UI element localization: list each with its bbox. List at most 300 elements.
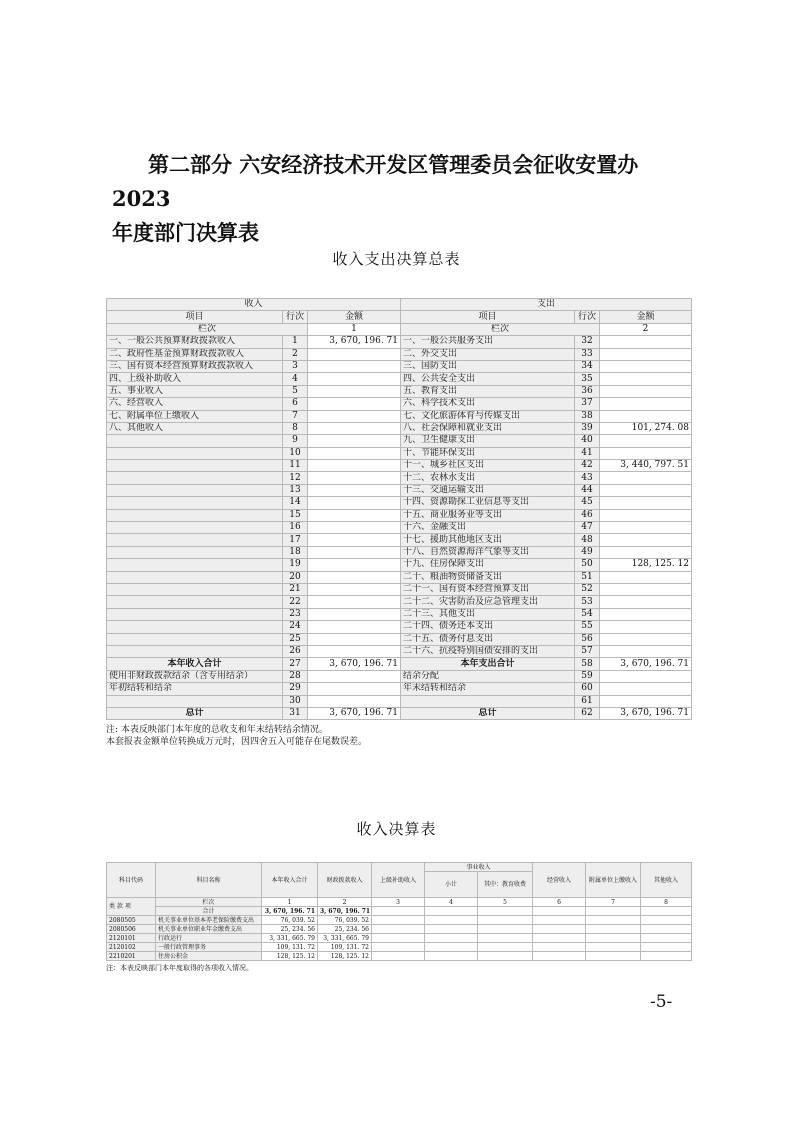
income-amount (308, 447, 401, 459)
business-edu-header: 其中：教育收费 (478, 872, 533, 898)
upper-header: 上级补助收入 (372, 863, 425, 898)
income-amount (308, 484, 401, 496)
summary-row (107, 497, 692, 509)
summary-extra-row (107, 670, 692, 682)
income-item-label: 五、事业收入 (107, 385, 283, 397)
expense-amount (600, 596, 692, 608)
expense-amount (600, 472, 692, 484)
summary-row (107, 484, 692, 496)
summary-column-row (107, 311, 692, 323)
income-row-header: 行次 (283, 311, 308, 323)
income-item-label: 三、国有资本经营预算财政拨款收入 (107, 360, 283, 372)
col-no-3: 3 (372, 898, 425, 907)
income-row-no: 29 (283, 683, 308, 695)
income-amount (308, 683, 401, 695)
empty-cell (586, 934, 641, 943)
income-row-no: 16 (283, 522, 308, 534)
income-row-no: 13 (283, 484, 308, 496)
income-row-no: 26 (283, 645, 308, 657)
row-fiscal: 76, 039. 52 (318, 916, 372, 925)
total-expense-label: 本年支出合计 (401, 658, 575, 670)
summary-extra-row (107, 695, 692, 707)
income-item-label (107, 435, 283, 447)
row-total: 25, 234. 56 (262, 925, 318, 934)
empty-cell (641, 925, 692, 934)
grand-income-amount: 3, 670, 196. 71 (308, 707, 401, 719)
empty-cell (586, 952, 641, 961)
empty-cell (425, 916, 478, 925)
summary-table (106, 298, 692, 720)
income-index-no: 1 (308, 323, 401, 335)
col-no-7: 7 (586, 898, 641, 907)
income-amount (308, 546, 401, 558)
income-item-label (107, 484, 283, 496)
row-total: 109, 131. 72 (262, 943, 318, 952)
empty-cell (533, 934, 586, 943)
subject-code: 2080506 (107, 925, 156, 934)
expense-row-no: 59 (575, 670, 600, 682)
income-row-no: 22 (283, 596, 308, 608)
income-amount (308, 621, 401, 633)
income-note: 注：本表反映部门本年度取得的各项收入情况。 (106, 964, 253, 972)
total-income-amount: 3, 670, 196. 71 (308, 658, 401, 670)
expense-row-no: 33 (575, 348, 600, 360)
income-row-no: 20 (283, 571, 308, 583)
income-row-no: 12 (283, 472, 308, 484)
expense-amount (600, 348, 692, 360)
summary-note-2: 本套报表金额单位转换成万元时，因四舍五入可能存在尾数误差。 (106, 737, 368, 747)
grand-income-label: 总计 (107, 707, 283, 719)
income-amount (308, 670, 401, 682)
income-amount (308, 559, 401, 571)
expense-item-label: 九、卫生健康支出 (401, 435, 575, 447)
income-amount (308, 497, 401, 509)
expense-amount (600, 621, 692, 633)
income-item-label (107, 608, 283, 620)
income-row-no: 10 (283, 447, 308, 459)
income-item-label (107, 559, 283, 571)
expense-row-header: 行次 (575, 311, 600, 323)
row-fiscal: 25, 234. 56 (318, 925, 372, 934)
expense-row-no: 36 (575, 385, 600, 397)
empty-cell (478, 925, 533, 934)
income-amount (308, 534, 401, 546)
subject-code: 2120102 (107, 943, 156, 952)
summary-row (107, 435, 692, 447)
empty-cell (425, 952, 478, 961)
summary-row (107, 546, 692, 558)
empty-cell (372, 934, 425, 943)
income-item-label (107, 645, 283, 657)
summary-grand-total-row (107, 707, 692, 719)
income-header-row-1 (107, 863, 692, 872)
summary-row (107, 534, 692, 546)
expense-item-label: 十六、金融支出 (401, 522, 575, 534)
income-detail-row (107, 934, 692, 943)
summary-row (107, 645, 692, 657)
income-amount (308, 348, 401, 360)
empty-cell (586, 907, 641, 916)
income-item-label: 二、政府性基金预算财政拨款收入 (107, 348, 283, 360)
income-index-label: 栏次 (156, 898, 262, 907)
income-amount (308, 596, 401, 608)
income-amount (308, 472, 401, 484)
expense-amount (600, 608, 692, 620)
summary-row (107, 583, 692, 595)
income-amount (308, 695, 401, 707)
name-header: 科目名称 (156, 863, 262, 898)
row-fiscal: 3, 331, 665. 79 (318, 934, 372, 943)
empty-cell (533, 925, 586, 934)
expense-index-label: 栏次 (401, 323, 600, 335)
income-table (106, 862, 692, 961)
income-total-value: 3, 670, 196. 71 (262, 907, 318, 916)
income-row-no: 25 (283, 633, 308, 645)
income-amount (308, 360, 401, 372)
income-item-label (107, 509, 283, 521)
expense-item-label: 四、公共安全支出 (401, 373, 575, 385)
expense-amount (600, 571, 692, 583)
col-no-1: 1 (262, 898, 318, 907)
expense-item-label: 十五、商业服务业等支出 (401, 509, 575, 521)
income-row-no: 11 (283, 460, 308, 472)
expense-item-label: 十七、援助其他地区支出 (401, 534, 575, 546)
empty-cell (372, 952, 425, 961)
income-item-label (107, 621, 283, 633)
row-total: 76, 039. 52 (262, 916, 318, 925)
income-row-no: 15 (283, 509, 308, 521)
income-amount (308, 398, 401, 410)
summary-total-row (107, 658, 692, 670)
income-item-label (107, 472, 283, 484)
summary-row (107, 360, 692, 372)
expense-amount (600, 435, 692, 447)
income-item-label (107, 447, 283, 459)
expense-row-no: 39 (575, 422, 600, 434)
expense-amount (600, 583, 692, 595)
income-row-no: 19 (283, 559, 308, 571)
expense-item-label: 六、科学技术支出 (401, 398, 575, 410)
row-total: 3, 331, 665. 79 (262, 934, 318, 943)
expense-amount-header: 金额 (600, 311, 692, 323)
summary-index-row (107, 323, 692, 335)
other-header: 其他收入 (641, 863, 692, 898)
income-row-no: 5 (283, 385, 308, 397)
expense-item-label: 十八、自然资源海洋气象等支出 (401, 546, 575, 558)
total-income-row: 27 (283, 658, 308, 670)
empty-cell (641, 916, 692, 925)
expense-amount (600, 398, 692, 410)
income-item-label: 八、其他收入 (107, 422, 283, 434)
expense-row-no: 53 (575, 596, 600, 608)
subject-code: 2080505 (107, 916, 156, 925)
income-amount (308, 583, 401, 595)
income-amount (308, 460, 401, 472)
income-row-no: 4 (283, 373, 308, 385)
expense-amount (600, 645, 692, 657)
income-amount (308, 645, 401, 657)
expense-amount (600, 670, 692, 682)
summary-row (107, 596, 692, 608)
expense-row-no: 32 (575, 336, 600, 348)
expense-row-no: 44 (575, 484, 600, 496)
summary-row (107, 373, 692, 385)
row-fiscal: 128, 125. 12 (318, 952, 372, 961)
income-item-label: 使用非财政拨款结余（含专用结余） (107, 670, 283, 682)
empty-cell (533, 916, 586, 925)
income-header: 收入 (107, 299, 401, 311)
income-amount (308, 522, 401, 534)
expense-item-label: 二十、粮油物资储备支出 (401, 571, 575, 583)
income-detail-row (107, 952, 692, 961)
empty-cell (478, 943, 533, 952)
income-item-label (107, 695, 283, 707)
summary-row (107, 509, 692, 521)
income-amount (308, 373, 401, 385)
income-amount (308, 422, 401, 434)
summary-row (107, 385, 692, 397)
expense-row-no: 49 (575, 546, 600, 558)
subject-name: 机关事业单位职业年金缴费支出 (156, 925, 262, 934)
expense-item-label: 五、教育支出 (401, 385, 575, 397)
income-item-label (107, 522, 283, 534)
summary-row (107, 559, 692, 571)
expense-item-label: 二十五、债务付息支出 (401, 633, 575, 645)
expense-amount (600, 447, 692, 459)
empty-cell (641, 952, 692, 961)
income-amount: 3, 670, 196. 71 (308, 336, 401, 348)
summary-row (107, 336, 692, 348)
empty-cell (586, 925, 641, 934)
summary-row (107, 522, 692, 534)
heading-line-2: 年度部门决算表 (112, 220, 259, 245)
expense-amount (600, 385, 692, 397)
summary-notes (106, 724, 367, 748)
expense-item-label: 二、外交支出 (401, 348, 575, 360)
expense-row-no: 52 (575, 583, 600, 595)
expense-row-no: 45 (575, 497, 600, 509)
expense-amount (600, 633, 692, 645)
empty-cell (372, 907, 425, 916)
expense-item-label: 年末结转和结余 (401, 683, 575, 695)
income-row-no: 2 (283, 348, 308, 360)
empty-cell (478, 952, 533, 961)
empty-cell (641, 943, 692, 952)
income-row-no: 3 (283, 360, 308, 372)
expense-amount (600, 497, 692, 509)
expense-amount: 3, 440, 797. 51 (600, 460, 692, 472)
expense-item-label: 十二、农林水支出 (401, 472, 575, 484)
total-income-label: 本年收入合计 (107, 658, 283, 670)
grand-expense-label: 总计 (401, 707, 575, 719)
expense-amount: 101, 274. 08 (600, 422, 692, 434)
empty-cell (586, 943, 641, 952)
income-item-label: 四、上级补助收入 (107, 373, 283, 385)
income-row-no: 7 (283, 410, 308, 422)
expense-item-label: 十一、城乡社区支出 (401, 460, 575, 472)
income-row-no: 28 (283, 670, 308, 682)
summary-row (107, 608, 692, 620)
expense-row-no: 56 (575, 633, 600, 645)
income-item-header: 项目 (107, 311, 283, 323)
expense-row-no: 50 (575, 559, 600, 571)
col-no-8: 8 (641, 898, 692, 907)
total-expense-amount: 3, 670, 196. 71 (600, 658, 692, 670)
income-total-label: 合计 (156, 907, 262, 916)
summary-row (107, 410, 692, 422)
income-item-label (107, 596, 283, 608)
income-amount (308, 571, 401, 583)
expense-row-no: 48 (575, 534, 600, 546)
code-parts-label: 类 款 项 (107, 898, 156, 916)
expense-amount (600, 546, 692, 558)
expense-item-label: 二十四、债务还本支出 (401, 621, 575, 633)
empty-cell (533, 952, 586, 961)
expense-amount (600, 695, 692, 707)
summary-row (107, 633, 692, 645)
business-header: 事业收入 (425, 863, 533, 872)
col-no-5: 5 (478, 898, 533, 907)
summary-row (107, 398, 692, 410)
expense-item-label: 二十一、国有资本经营预算支出 (401, 583, 575, 595)
empty-cell (372, 916, 425, 925)
summary-row (107, 348, 692, 360)
summary-row (107, 460, 692, 472)
fiscal-header: 财政拨款收入 (318, 863, 372, 898)
income-row-no: 30 (283, 695, 308, 707)
expense-amount (600, 373, 692, 385)
income-item-label (107, 534, 283, 546)
section-heading (112, 148, 702, 250)
expense-row-no: 47 (575, 522, 600, 534)
expense-amount (600, 410, 692, 422)
expense-row-no: 35 (575, 373, 600, 385)
expense-row-no: 37 (575, 398, 600, 410)
expense-row-no: 40 (575, 435, 600, 447)
income-row-no: 23 (283, 608, 308, 620)
income-row-no: 21 (283, 583, 308, 595)
empty-cell (478, 934, 533, 943)
income-detail-row (107, 943, 692, 952)
business-subtotal-header: 小计 (425, 872, 478, 898)
income-amount (308, 608, 401, 620)
row-fiscal: 109, 131. 72 (318, 943, 372, 952)
expense-row-no: 55 (575, 621, 600, 633)
subject-name: 一般行政管理事务 (156, 943, 262, 952)
expense-row-no: 61 (575, 695, 600, 707)
income-index-row (107, 898, 692, 907)
expense-index-no: 2 (600, 323, 692, 335)
grand-expense-amount: 3, 670, 196. 71 (600, 707, 692, 719)
empty-cell (425, 943, 478, 952)
income-amount (308, 410, 401, 422)
expense-item-label: 十、节能环保支出 (401, 447, 575, 459)
expense-row-no: 60 (575, 683, 600, 695)
income-amount-header: 金额 (308, 311, 401, 323)
subject-name: 住房公积金 (156, 952, 262, 961)
expense-item-label: 二十六、抗疫特别国债安排的支出 (401, 645, 575, 657)
code-header: 科目代码 (107, 863, 156, 898)
total-header: 本年收入合计 (262, 863, 318, 898)
empty-cell (425, 907, 478, 916)
col-no-4: 4 (425, 898, 478, 907)
income-item-label (107, 571, 283, 583)
empty-cell (478, 916, 533, 925)
expense-amount (600, 683, 692, 695)
expense-amount (600, 522, 692, 534)
empty-cell (425, 934, 478, 943)
expense-amount (600, 534, 692, 546)
affiliated-header: 附属单位上缴收入 (586, 863, 641, 898)
income-detail-row (107, 925, 692, 934)
income-index-label: 栏次 (107, 323, 308, 335)
total-expense-row: 58 (575, 658, 600, 670)
page-number: -5- (650, 992, 673, 1012)
empty-cell (478, 907, 533, 916)
summary-header-row (107, 299, 692, 311)
summary-note-1: 注: 本表反映部门本年度的总收支和年末结转结余情况。 (106, 725, 328, 735)
empty-cell (425, 925, 478, 934)
expense-item-label: 十三、交通运输支出 (401, 484, 575, 496)
expense-amount: 128, 125. 12 (600, 559, 692, 571)
expense-row-no: 42 (575, 460, 600, 472)
income-item-label: 年初结转和结余 (107, 683, 283, 695)
subject-code: 2210201 (107, 952, 156, 961)
expense-amount (600, 509, 692, 521)
expense-item-label (401, 695, 575, 707)
summary-row (107, 472, 692, 484)
subject-name: 行政运行 (156, 934, 262, 943)
expense-item-label: 一、一般公共服务支出 (401, 336, 575, 348)
expense-row-no: 46 (575, 509, 600, 521)
summary-extra-row (107, 683, 692, 695)
income-row-no: 6 (283, 398, 308, 410)
income-item-label (107, 546, 283, 558)
income-item-label: 一、一般公共预算财政拨款收入 (107, 336, 283, 348)
grand-expense-row: 62 (575, 707, 600, 719)
expense-item-header: 项目 (401, 311, 575, 323)
heading-line-1: 第二部分 六安经济技术开发区管理委员会征收安置办 2023 (112, 152, 639, 211)
income-amount (308, 509, 401, 521)
row-total: 128, 125. 12 (262, 952, 318, 961)
income-table-title: 收入决算表 (356, 820, 437, 838)
income-row-no: 8 (283, 422, 308, 434)
col-no-6: 6 (533, 898, 586, 907)
subject-name: 机关事业单位基本养老保险缴费支出 (156, 916, 262, 925)
expense-item-label: 七、文化旅游体育与传媒支出 (401, 410, 575, 422)
income-row-no: 17 (283, 534, 308, 546)
operating-header: 经营收入 (533, 863, 586, 898)
empty-cell (372, 943, 425, 952)
income-item-label: 七、附属单位上缴收入 (107, 410, 283, 422)
summary-table-title: 收入支出决算总表 (332, 250, 461, 268)
summary-row (107, 422, 692, 434)
summary-row (107, 447, 692, 459)
expense-item-label: 三、国防支出 (401, 360, 575, 372)
income-row-no: 24 (283, 621, 308, 633)
empty-cell (533, 907, 586, 916)
income-item-label (107, 497, 283, 509)
empty-cell (641, 907, 692, 916)
expense-amount (600, 336, 692, 348)
income-row-no: 18 (283, 546, 308, 558)
income-amount (308, 435, 401, 447)
income-detail-row (107, 916, 692, 925)
expense-row-no: 34 (575, 360, 600, 372)
income-item-label (107, 633, 283, 645)
empty-cell (533, 943, 586, 952)
expense-row-no: 54 (575, 608, 600, 620)
